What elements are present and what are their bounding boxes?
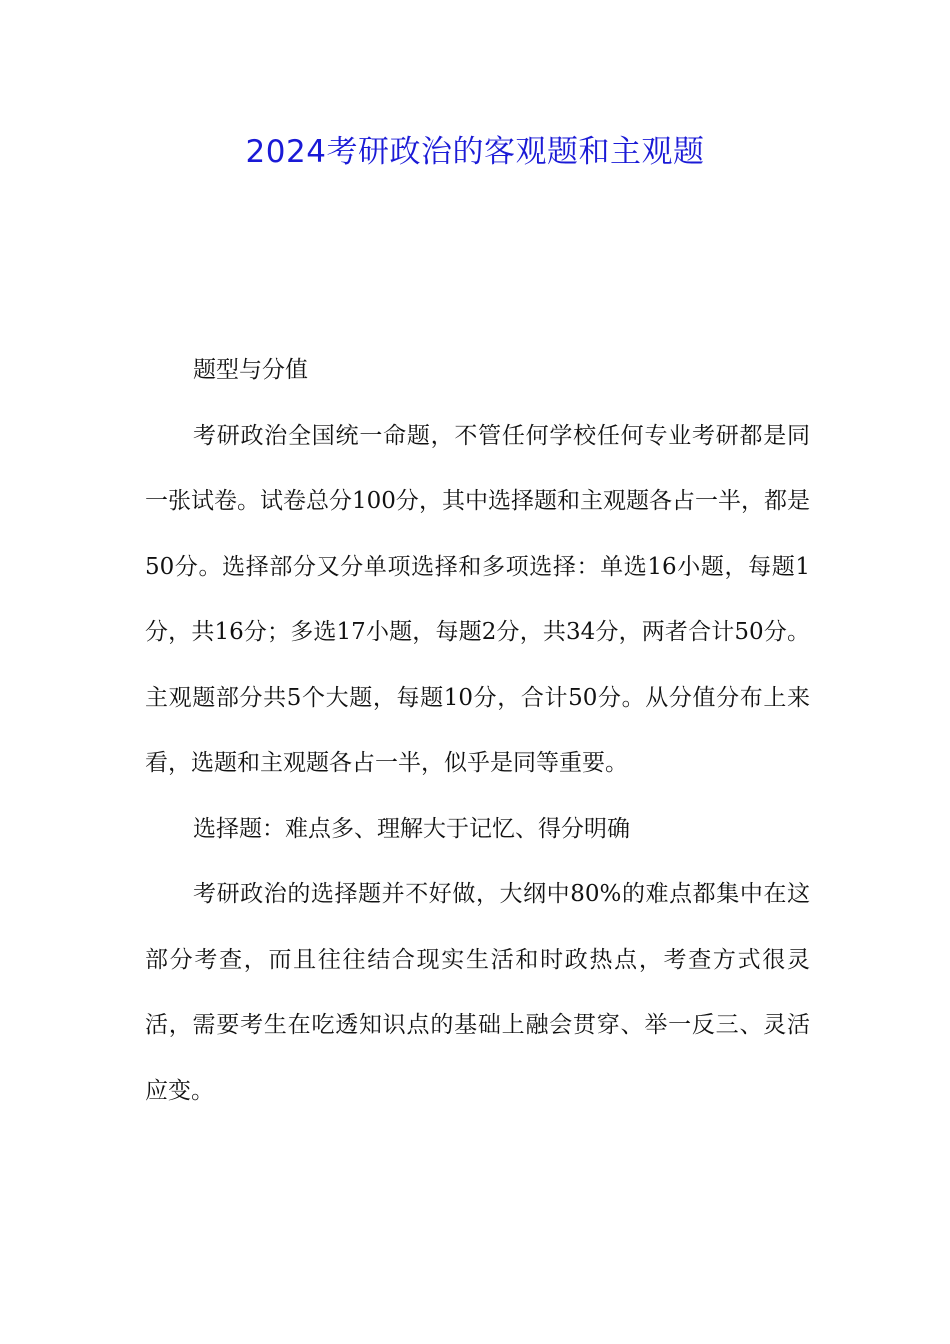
paragraph-multiple-choice-difficulty: 考研政治的选择题并不好做，大纲中80%的难点都集中在这部分考查，而且往往结合现实生活和时政热点，考查方式很灵活，需要考生在吃透知识点的基础上融会贯穿、举一反三、灵活应变。 xyxy=(145,881,810,1104)
document-body xyxy=(145,338,810,1124)
page-title: 2024考研政治的客观题和主观题 xyxy=(245,134,705,170)
paragraph-score-distribution: 考研政治全国统一命题，不管任何学校任何专业考研都是同一张试卷。试卷总分100分，其中选择题和主观题各占一半，都是50分。选择部分又分单项选择和多项选择：单选16小题，每题1分，共16分；多选17小题，每题2分，共34分，两者合计50分。主观题部分共5个大题，每题10分，合计50分。从分值分布上来看，选题和主观题各占一半，似乎是同等重要。 xyxy=(145,422,810,776)
section-heading-question-types: 题型与分值 xyxy=(193,357,308,383)
section-heading-multiple-choice: 选择题：难点多、理解大于记忆、得分明确 xyxy=(193,815,630,842)
